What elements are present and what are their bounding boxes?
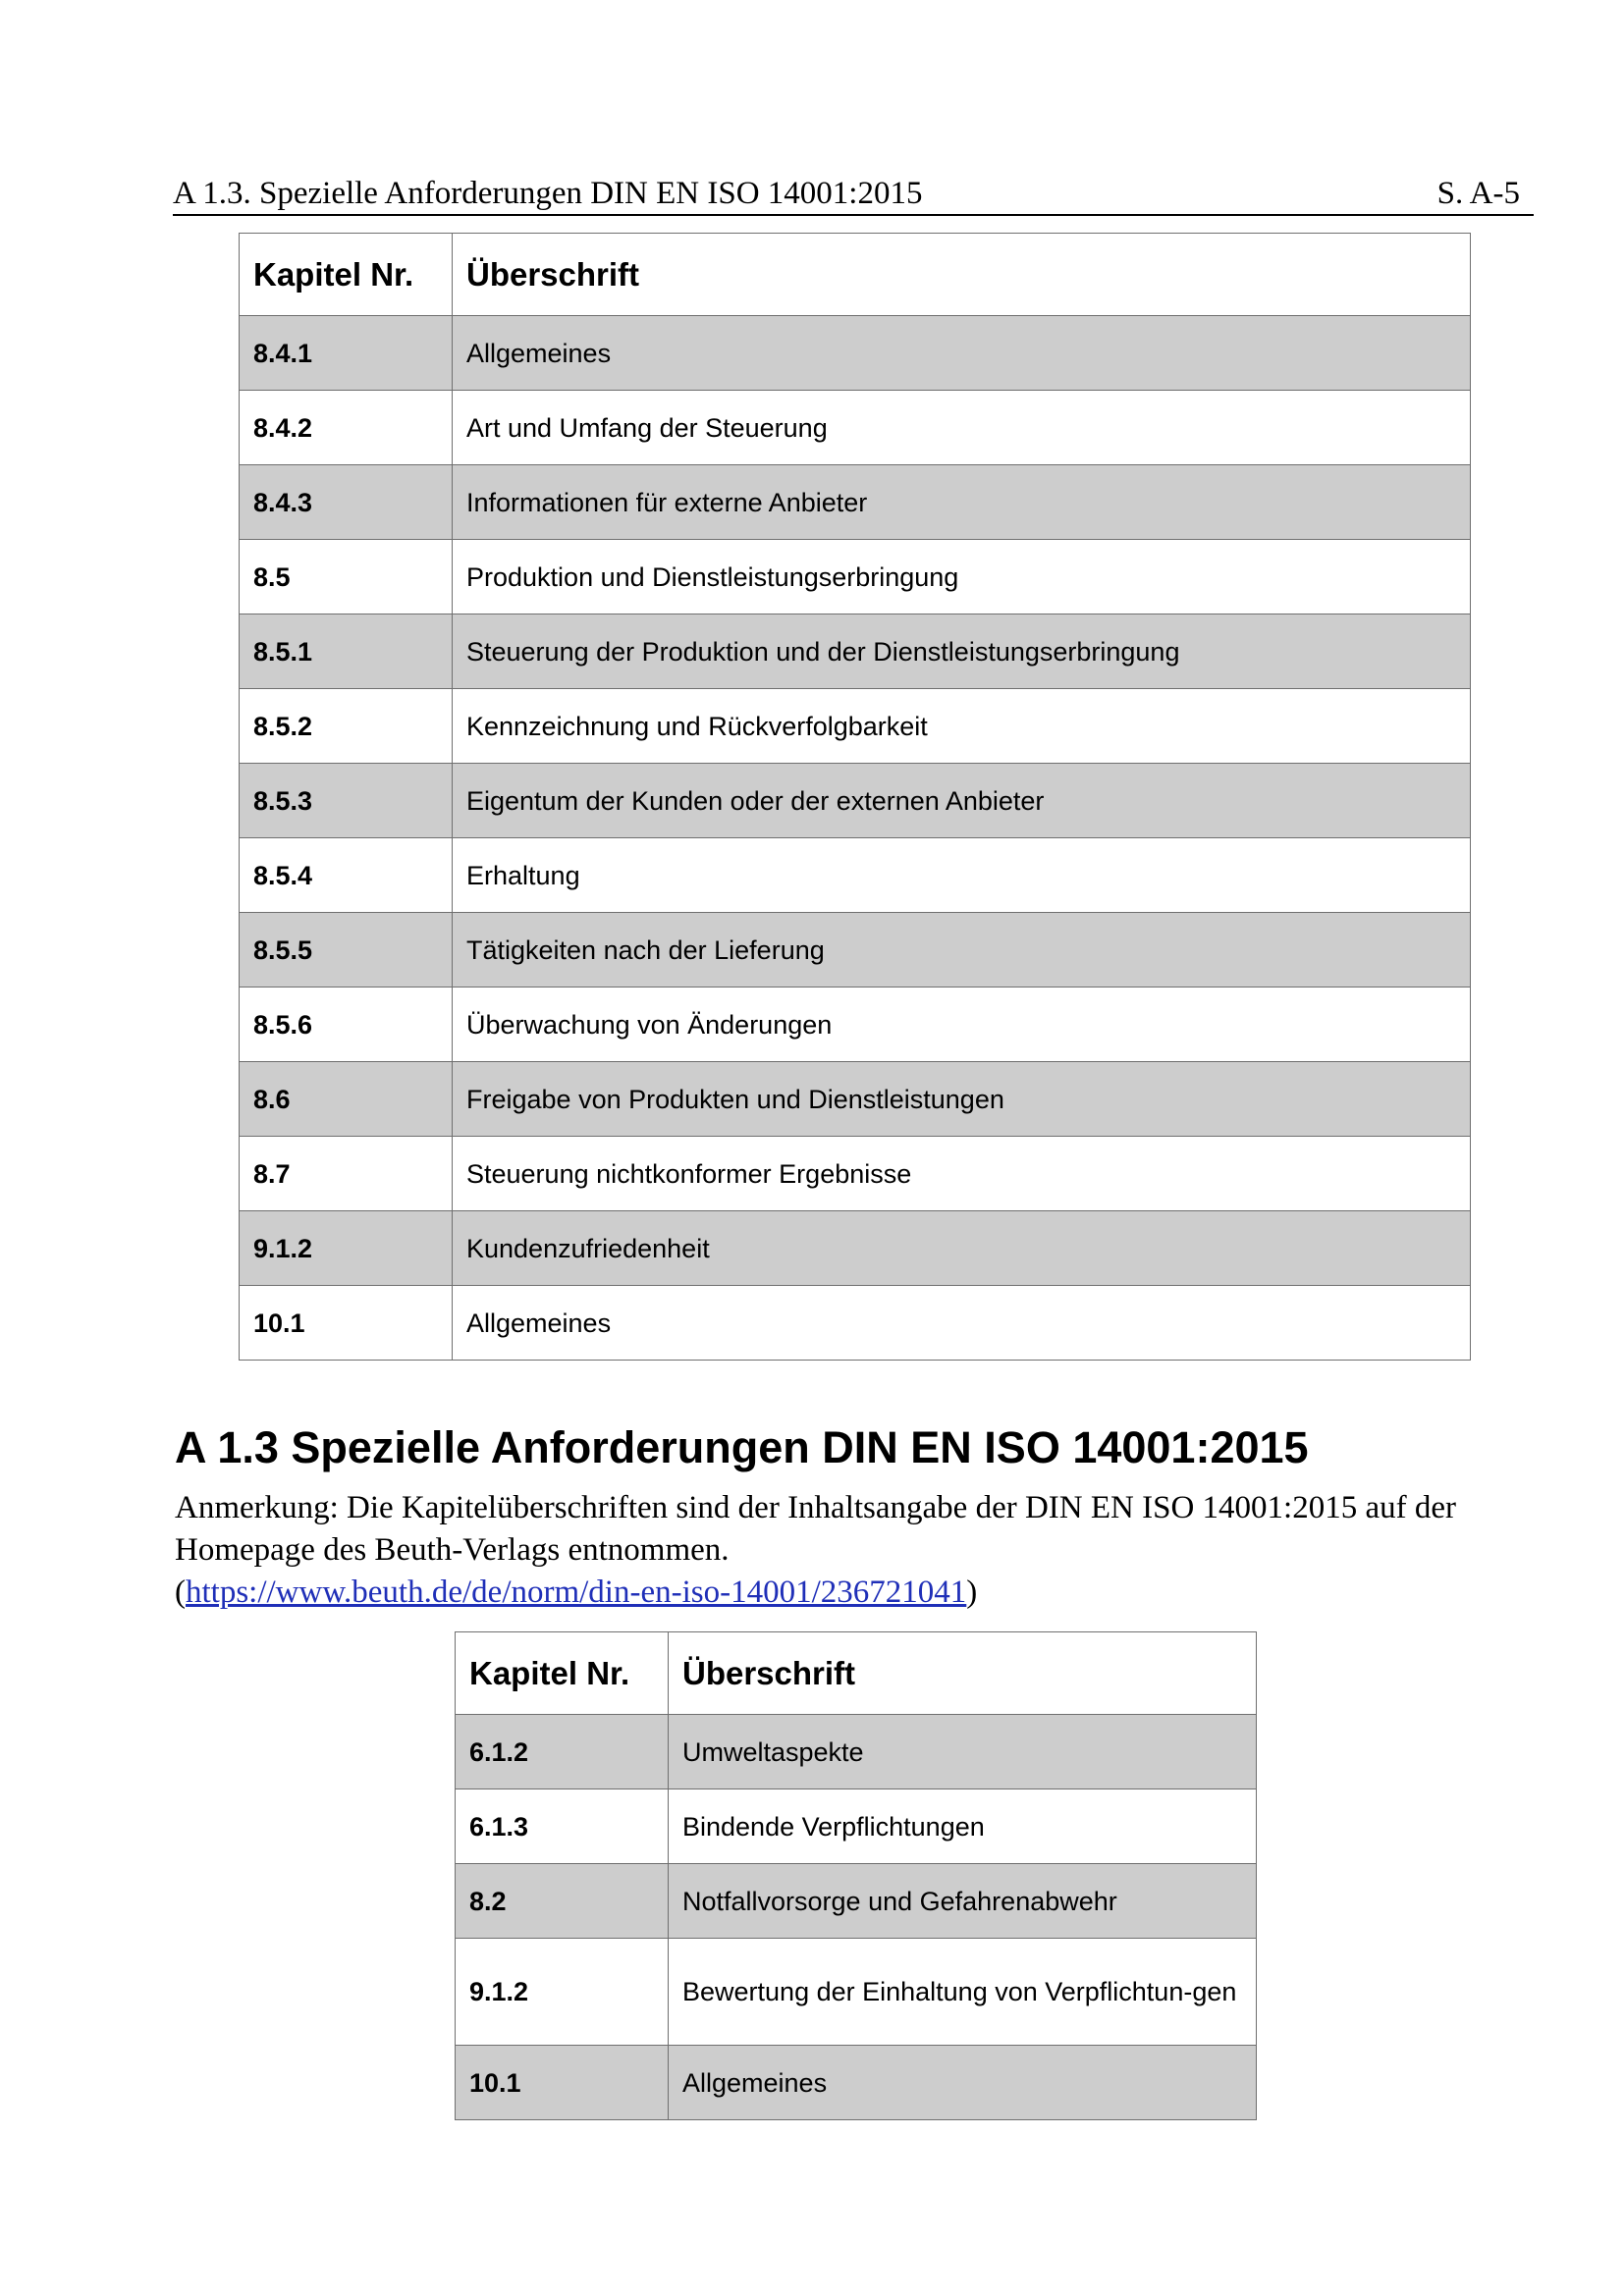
- table-row: [240, 689, 1471, 764]
- table-row: [456, 1939, 1257, 2046]
- quality-chapter-table: [239, 233, 1471, 1361]
- chapter-title: Produktion und Dienstleistungserbringung: [453, 540, 1471, 614]
- table-row: [240, 614, 1471, 689]
- table-header-row: [456, 1632, 1257, 1715]
- chapter-nr: 8.5.4: [240, 838, 453, 913]
- chapter-nr: 8.5.6: [240, 988, 453, 1062]
- chapter-nr: 8.4.3: [240, 465, 453, 540]
- table-row: [240, 465, 1471, 540]
- chapter-title: Allgemeines: [453, 316, 1471, 391]
- running-header-title: A 1.3. Spezielle Anforderungen DIN EN ISO 14001:2015: [173, 176, 923, 211]
- link-close-paren: ): [966, 1575, 978, 1610]
- chapter-title: Allgemeines: [669, 2046, 1257, 2120]
- chapter-title: Kundenzufriedenheit: [453, 1211, 1471, 1286]
- link-open-paren: (: [175, 1575, 186, 1610]
- table-row: [240, 391, 1471, 465]
- chapter-nr: 6.1.2: [456, 1715, 669, 1789]
- chapter-nr: 8.7: [240, 1137, 453, 1211]
- table-row: [240, 1286, 1471, 1361]
- chapter-title: Notfallvorsorge und Gefahrenabwehr: [669, 1864, 1257, 1939]
- table-row: [240, 988, 1471, 1062]
- chapter-nr: 8.5.5: [240, 913, 453, 988]
- column-header-title: Überschrift: [669, 1632, 1257, 1715]
- chapter-nr: 6.1.3: [456, 1789, 669, 1864]
- chapter-title: Steuerung nichtkonformer Ergebnisse: [453, 1137, 1471, 1211]
- running-header: [173, 173, 1534, 216]
- chapter-title: Überwachung von Änderungen: [453, 988, 1471, 1062]
- chapter-title: Erhaltung: [453, 838, 1471, 913]
- environment-chapter-table: [455, 1631, 1257, 2120]
- chapter-nr: 8.2: [456, 1864, 669, 1939]
- table-row: [240, 838, 1471, 913]
- table-row: [240, 1062, 1471, 1137]
- chapter-title: Kennzeichnung und Rückverfolgbarkeit: [453, 689, 1471, 764]
- table-row: [240, 913, 1471, 988]
- chapter-title: Tätigkeiten nach der Lieferung: [453, 913, 1471, 988]
- remark-paragraph: [175, 1487, 1510, 1614]
- chapter-nr: 9.1.2: [456, 1939, 669, 2046]
- chapter-title: Bindende Verpflichtungen: [669, 1789, 1257, 1864]
- column-header-chapter-nr: Kapitel Nr.: [240, 234, 453, 316]
- chapter-title: Allgemeines: [453, 1286, 1471, 1361]
- table-row: [240, 316, 1471, 391]
- chapter-title: Art und Umfang der Steuerung: [453, 391, 1471, 465]
- remark-text: Anmerkung: Die Kapitelüberschriften sind der Inhaltsangabe der DIN EN ISO 14001:2015 auf der Homepage des Beuth-Verlags entnommen.: [175, 1490, 1456, 1568]
- table-row: [240, 1211, 1471, 1286]
- table-row: [456, 2046, 1257, 2120]
- page-number: S. A-5: [1436, 176, 1520, 211]
- chapter-title: Freigabe von Produkten und Dienstleistungen: [453, 1062, 1471, 1137]
- chapter-nr: 8.5.1: [240, 614, 453, 689]
- chapter-nr: 10.1: [456, 2046, 669, 2120]
- table-row: [456, 1789, 1257, 1864]
- column-header-chapter-nr: Kapitel Nr.: [456, 1632, 669, 1715]
- chapter-title: Informationen für externe Anbieter: [453, 465, 1471, 540]
- beuth-link[interactable]: https://www.beuth.de/de/norm/din-en-iso-14001/236721041: [186, 1575, 967, 1610]
- column-header-title: Überschrift: [453, 234, 1471, 316]
- chapter-nr: 8.5.3: [240, 764, 453, 838]
- chapter-nr: 10.1: [240, 1286, 453, 1361]
- chapter-nr: 8.4.1: [240, 316, 453, 391]
- table-row: [240, 540, 1471, 614]
- chapter-title: Steuerung der Produktion und der Dienstleistungserbringung: [453, 614, 1471, 689]
- table-row: [240, 764, 1471, 838]
- chapter-nr: 8.5: [240, 540, 453, 614]
- table-row: [240, 1137, 1471, 1211]
- table-row: [456, 1715, 1257, 1789]
- chapter-nr: 8.4.2: [240, 391, 453, 465]
- table-row: [456, 1864, 1257, 1939]
- chapter-nr: 8.5.2: [240, 689, 453, 764]
- chapter-title: Bewertung der Einhaltung von Verpflichtun-gen: [669, 1939, 1257, 2046]
- table-header-row: [240, 234, 1471, 316]
- section-heading: A 1.3 Spezielle Anforderungen DIN EN ISO 14001:2015: [175, 1422, 1309, 1472]
- chapter-nr: 9.1.2: [240, 1211, 453, 1286]
- chapter-title: Umweltaspekte: [669, 1715, 1257, 1789]
- chapter-nr: 8.6: [240, 1062, 453, 1137]
- chapter-title: Eigentum der Kunden oder der externen Anbieter: [453, 764, 1471, 838]
